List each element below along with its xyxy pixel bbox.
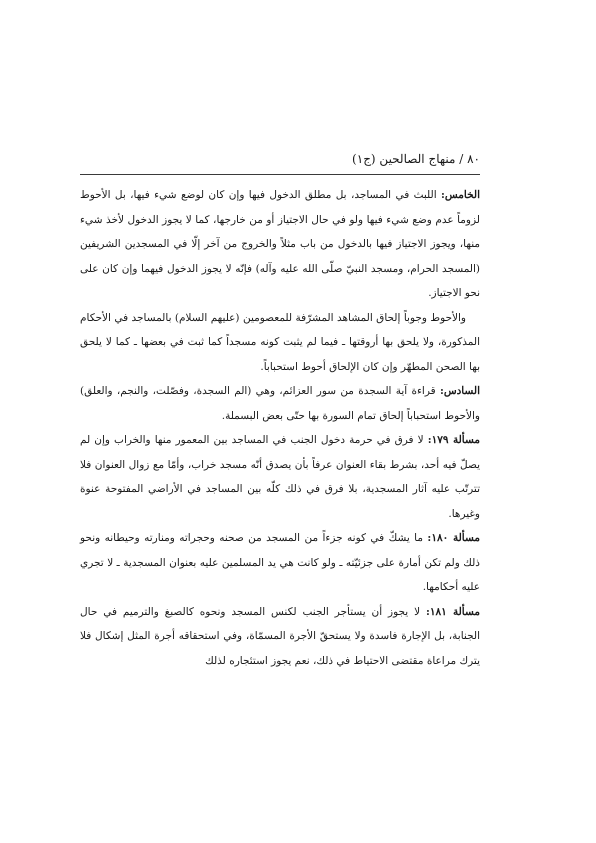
paragraph-text: لا يجوز أن يستأجر الجنب لكنس المسجد ونحوه كالصبغ والترميم في حال الجنابة، بل الإجارة فاسدة ولا يستحقّ الأجرة المسمّاة، وفي استحقاقه أجرة المثل إشكال فلا يترك مراعاة مقتضى الاحتياط في ذلك، نعم يجوز استئجاره لذلك <box>80 605 480 667</box>
paragraph-text: والأحوط وجوباً إلحاق المشاهد المشرّفة للمعصومين (عليهم السلام) بالمساجد في الأحكام المذكورة، ولا يلحق بها أروقتها ـ فيما لم يثبت كونه مسجداً كما ثبت في بعضها ـ كما لا يلحق بها الصحن المطهّر وإن كان الإلحاق أحوط استحباباً. <box>80 311 480 373</box>
paragraph-text: ما يشكّ في كونه جزءاً من المسجد من صحنه وحجراته ومنارته وحيطانه ونحو ذلك ولم تكن أمارة على جزئيّته ـ ولو كانت هي يد المسلمين عليه بعنوان المسجدية ـ لا تجري عليه أحكامها. <box>80 532 480 593</box>
paragraph-issue-180 <box>80 526 480 600</box>
paragraph-sixth <box>80 379 480 428</box>
paragraph-lead: السادس: <box>439 385 480 397</box>
paragraph-text: اللبث في المساجد، بل مطلق الدخول فيها وإن كان لوضع شيء فيها، بل الأحوط لزوماً عدم وضع شيء فيها ولو في حال الاجتياز أو من خارجها، كما لا يجوز الدخول لأخذ شيء منها، ويجوز الاجتياز فيها بالدخول من باب مثلاً والخروج من آخر إلّا في المسجدين الشريفين (المسجد الحرام، ومسجد النبيّ صلّى الله عليه وآله) فإنّه لا يجوز الدخول فيهما وإن كان على نحو الاجتياز. <box>80 189 480 299</box>
paragraph-issue-179 <box>80 428 480 526</box>
paragraph-lead: مسألة ١٨١: <box>425 605 480 618</box>
running-header: ٨٠ / منهاج الصالحين (ج١) <box>352 152 480 166</box>
paragraph-lead: الخامس: <box>441 189 480 201</box>
paragraph-lead: مسألة ١٨٠: <box>427 532 480 544</box>
header-divider <box>80 174 480 175</box>
paragraph-issue-181 <box>80 600 480 674</box>
paragraph-shrines <box>80 306 480 380</box>
paragraph-fifth <box>80 183 480 306</box>
paragraph-lead: مسألة ١٧٩: <box>427 434 480 446</box>
body-text <box>80 183 480 673</box>
paragraph-text: لا فرق في حرمة دخول الجنب في المساجد بين المعمور منها والخراب وإن لم يصلّ فيه أحد، بشرط بقاء العنوان عرفاً بأن يصدق أنّه مسجد خراب، وأمّا مع زوال العنوان فلا تترتّب عليه آثار المسجدية، بلا فرق في ذلك كلّه بين المساجد في الأراضي المفتوحة عنوة وغيرها. <box>80 434 480 520</box>
paragraph-text: قراءة آية السجدة من سور العزائم، وهي (الم السجدة، وفصّلت، والنجم، والعلق) والأحوط استحباباً إلحاق تمام السورة بها حتّى بعض البسملة. <box>80 385 480 422</box>
